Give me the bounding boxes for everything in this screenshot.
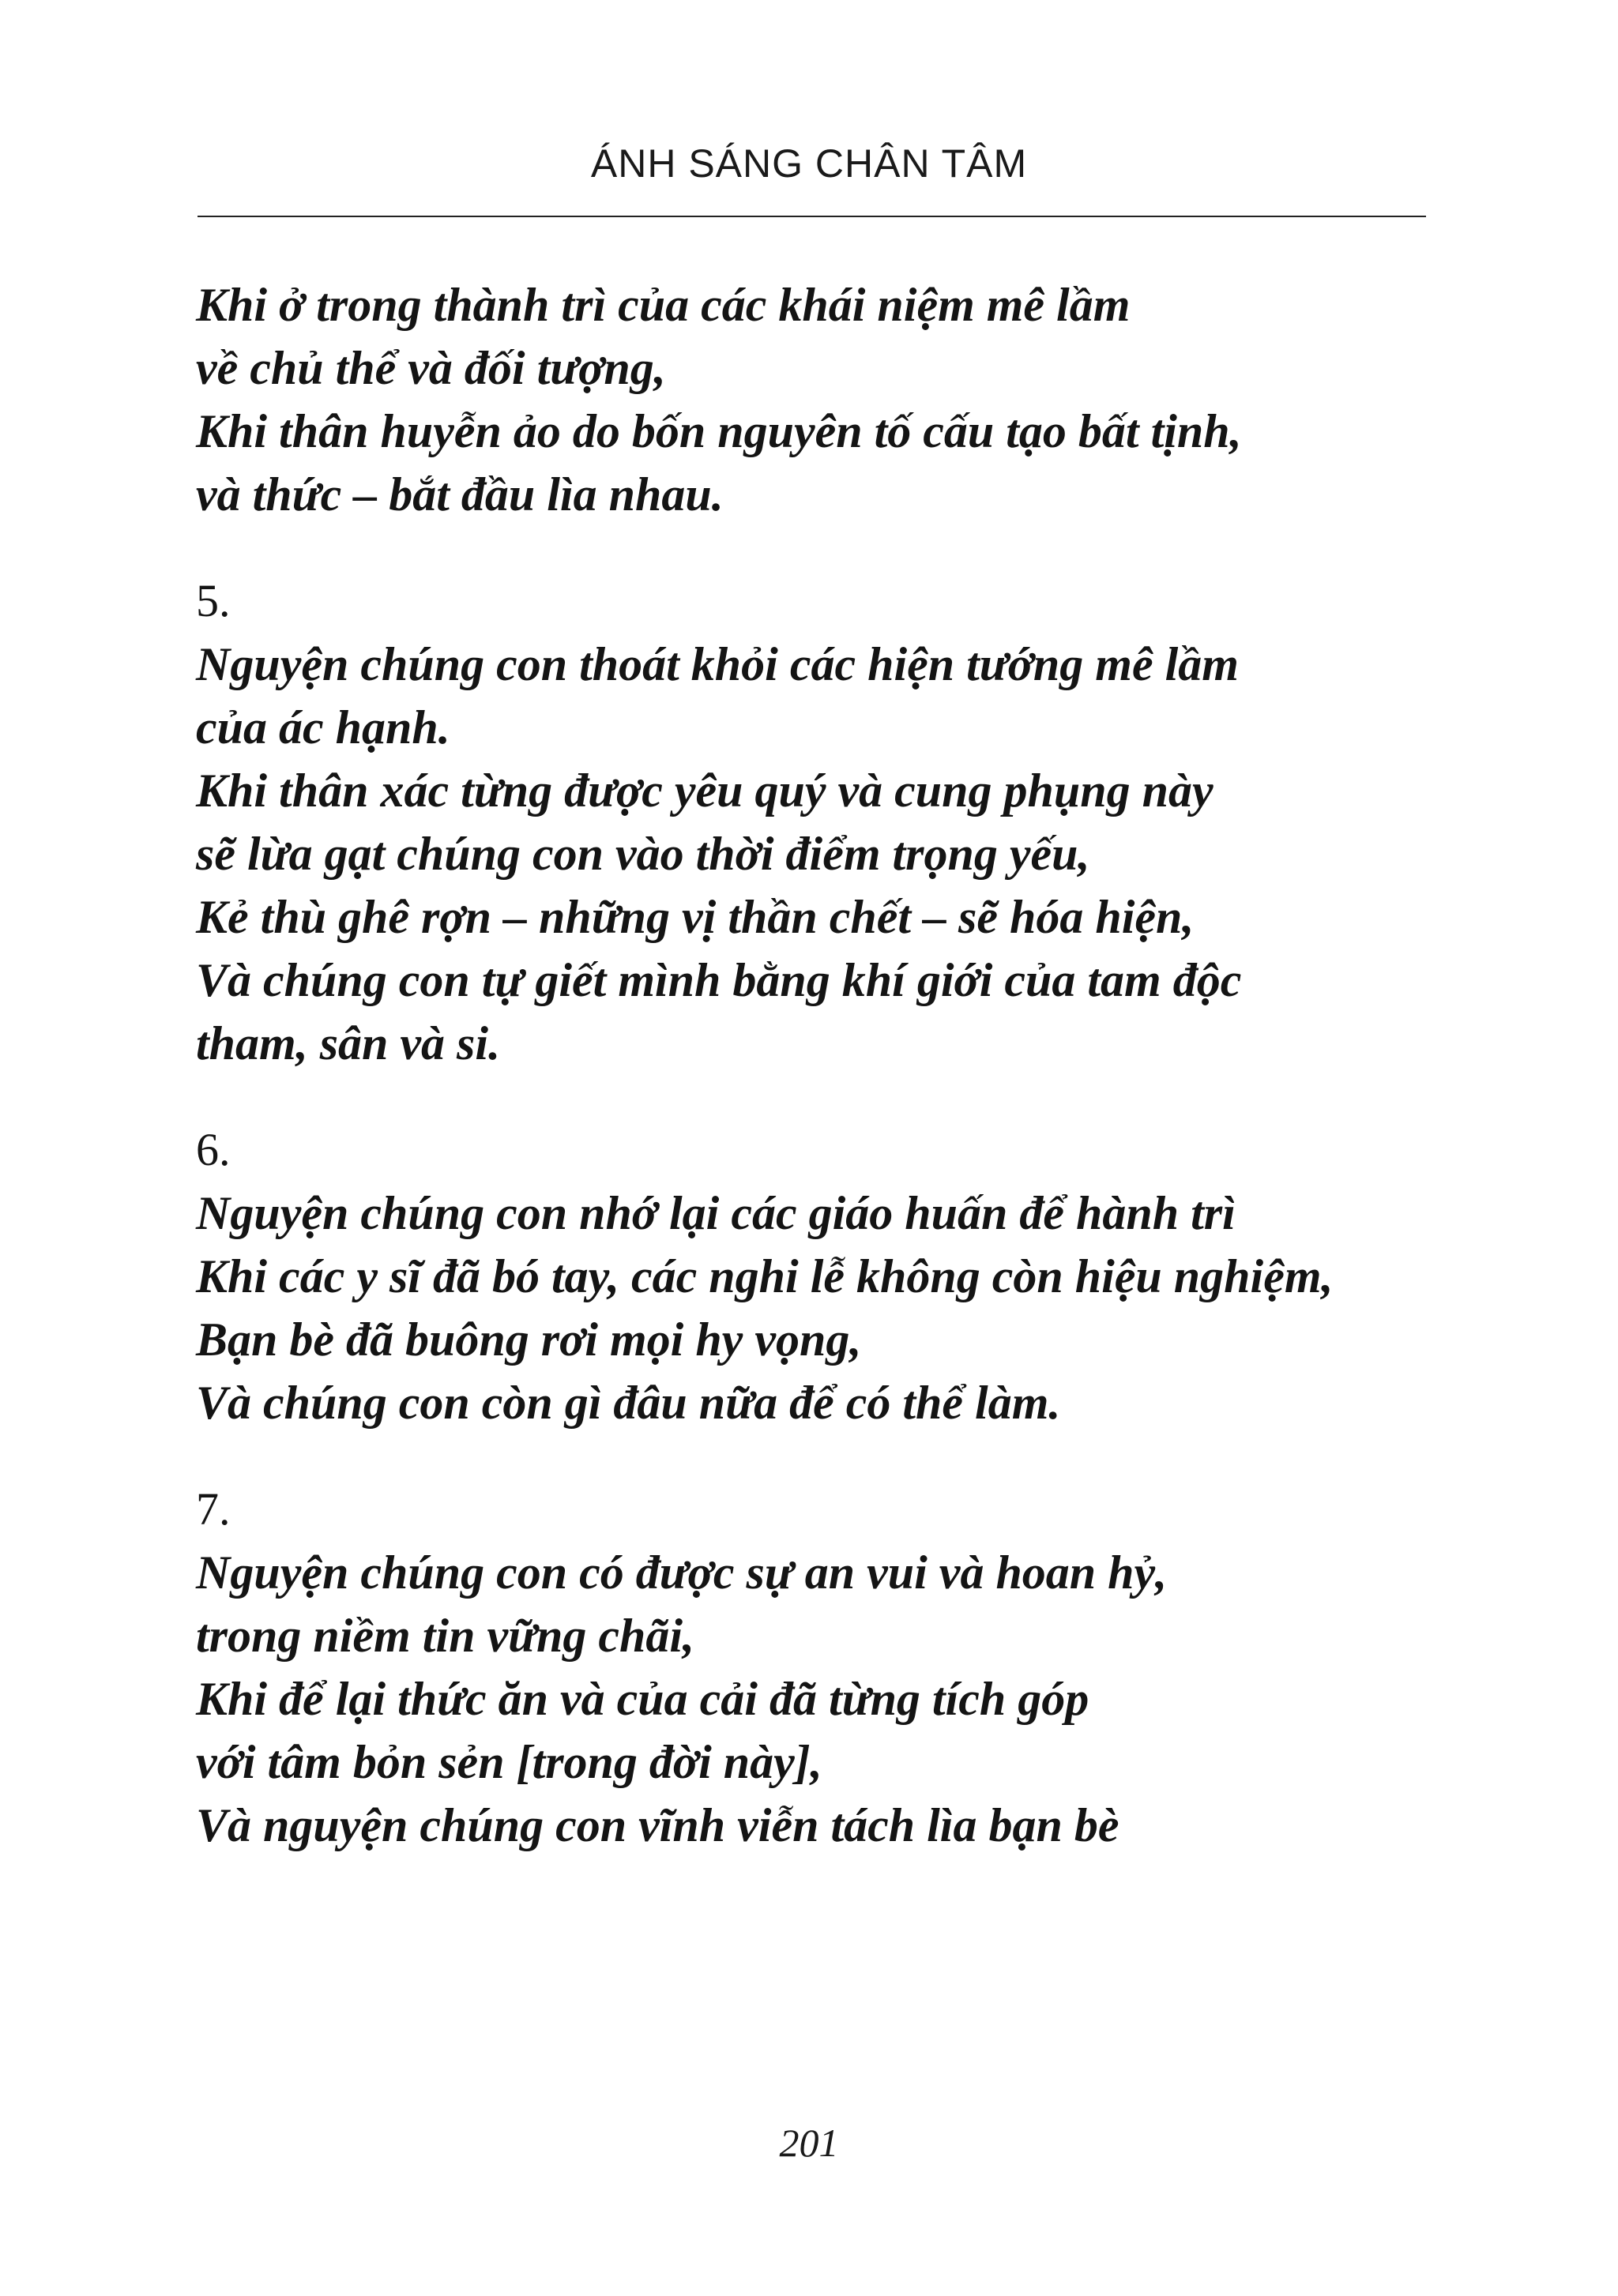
verse-line: Và nguyện chúng con vĩnh viễn tách lìa bạn bè [196, 1799, 1119, 1851]
stanza-gap [196, 526, 1428, 569]
verse-line: Khi thân xác từng được yêu quý và cung phụng này [196, 765, 1214, 817]
stanza-number: 5. [196, 575, 231, 626]
verse-line: Nguyện chúng con có được sự an vui và hoan hỷ, [196, 1546, 1168, 1599]
verse-line: Bạn bè đã buông rơi mọi hy vọng, [196, 1313, 862, 1366]
stanza-6 [196, 1118, 1428, 1434]
stanza-gap [196, 1434, 1428, 1478]
verse-line: Và chúng con còn gì đâu nữa để có thể làm. [196, 1377, 1061, 1429]
verse-line: tham, sân và si. [196, 1017, 501, 1069]
verse-line: Kẻ thù ghê rợn – những vị thần chết – sẽ hóa hiện, [196, 891, 1195, 943]
verse-line: sẽ lừa gạt chúng con vào thời điểm trọng yếu, [196, 828, 1090, 880]
stanza-continued [196, 273, 1428, 526]
verse-line: Khi ở trong thành trì của các khái niệm mê lầm [196, 279, 1131, 331]
verse-line: Và chúng con tự giết mình bằng khí giới của tam độc [196, 954, 1242, 1006]
verse-line: trong niềm tin vững chãi, [196, 1610, 695, 1662]
stanza-gap [196, 1075, 1428, 1118]
verse-line: của ác hạnh. [196, 701, 450, 753]
header-rule [198, 216, 1426, 217]
page-number: 201 [779, 2121, 839, 2165]
verse-line: Khi thân huyễn ảo do bốn nguyên tố cấu tạo bất tịnh, [196, 405, 1242, 457]
page-body [196, 273, 1428, 1857]
verse-line: về chủ thể và đối tượng, [196, 342, 666, 394]
verse-line: Khi để lại thức ăn và của cải đã từng tích góp [196, 1673, 1089, 1725]
verse-line: với tâm bỏn sẻn [trong đời này], [196, 1736, 822, 1788]
stanza-number: 7. [196, 1483, 231, 1535]
verse-line: Nguyện chúng con thoát khỏi các hiện tướng mê lầm [196, 638, 1239, 690]
stanza-7 [196, 1478, 1428, 1857]
stanza-5 [196, 569, 1428, 1075]
verse-line: và thức – bắt đầu lìa nhau. [196, 468, 724, 520]
verse-line: Nguyện chúng con nhớ lại các giáo huấn để hành trì [196, 1187, 1236, 1239]
running-header: ÁNH SÁNG CHÂN TÂM [590, 141, 1028, 186]
verse-line: Khi các y sĩ đã bó tay, các nghi lễ không còn hiệu nghiệm, [196, 1250, 1334, 1302]
stanza-number: 6. [196, 1124, 231, 1175]
